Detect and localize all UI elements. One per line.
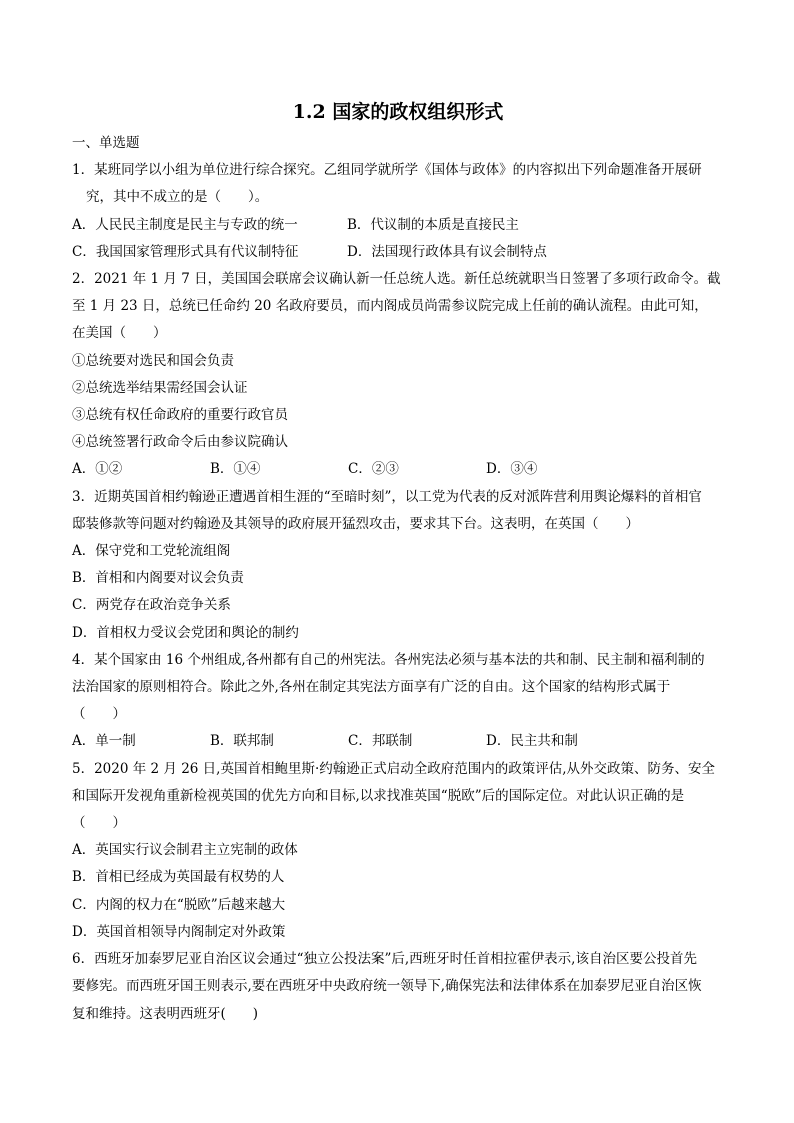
option-d[interactable]: D．首相权力受议会党团和舆论的制约 bbox=[72, 624, 299, 641]
option-b[interactable]: B．联邦制 bbox=[210, 733, 274, 750]
option-b[interactable]: B．首相已经成为英国最有权势的人 bbox=[72, 869, 285, 886]
question-stem-line: 要修宪。而西班牙国王则表示,要在西班牙中央政府统一领导下,确保宪法和法律体系在加泰罗尼亚自治区恢 bbox=[72, 978, 702, 995]
question-stem-line: 在美国（ ） bbox=[72, 325, 167, 342]
option-d[interactable]: D．法国现行政体具有议会制特点 bbox=[347, 243, 547, 260]
question-stem-line: （ ） bbox=[72, 706, 126, 723]
question-stem-line: 6．西班牙加泰罗尼亚自治区议会通过“独立公投法案”后,西班牙时任首相拉霍伊表示,该自治区要公投首先 bbox=[72, 951, 697, 968]
option-a[interactable]: A．英国实行议会制君主立宪制的政体 bbox=[72, 842, 298, 859]
question-stem-line: 2．2021 年 1 月 7 日，美国国会联席会议确认新一任总统人选。新任总统就职当日签署了多项行政命令。截 bbox=[72, 271, 721, 288]
page-title: 1.2 国家的政权组织形式 bbox=[292, 101, 504, 123]
options-row bbox=[72, 212, 724, 239]
question-stem-line: 复和维持。这表明西班牙( ) bbox=[72, 1005, 259, 1022]
option-a[interactable]: A．保守党和工党轮流组阁 bbox=[72, 543, 231, 560]
question-stem-line: （ ） bbox=[72, 815, 126, 832]
question-2 bbox=[72, 266, 724, 484]
question-stem-line: 至 1 月 23 日，总统已任命约 20 名政府要员，而内阁成员尚需参议院完成上任前的确认流程。由此可知， bbox=[72, 298, 708, 315]
option-d[interactable]: D．英国首相领导内阁制定对外政策 bbox=[72, 923, 286, 940]
option-b[interactable]: B．代议制的本质是直接民主 bbox=[347, 216, 519, 233]
question-4 bbox=[72, 647, 724, 756]
statement-1: ①总统要对选民和国会负责 bbox=[72, 352, 234, 369]
option-b[interactable]: B．①④ bbox=[210, 461, 261, 478]
option-c[interactable]: C．邦联制 bbox=[348, 733, 413, 750]
question-6 bbox=[72, 946, 724, 1028]
option-a[interactable]: A．单一制 bbox=[72, 733, 136, 750]
option-a[interactable]: A．人民民主制度是民主与专政的统一 bbox=[72, 216, 298, 233]
options-row bbox=[72, 456, 724, 483]
statement-3: ③总统有权任命政府的重要行政官员 bbox=[72, 407, 288, 424]
question-stem-line: 3．近期英国首相约翰逊正遭遇首相生涯的“至暗时刻”，以工党为代表的反对派阵营利用舆论爆料的首相官 bbox=[72, 488, 702, 505]
option-c[interactable]: C．两党存在政治竞争关系 bbox=[72, 597, 231, 614]
question-3 bbox=[72, 484, 724, 647]
question-stem-line: 究，其中不成立的是（ ）。 bbox=[86, 189, 269, 206]
options-row bbox=[72, 239, 724, 266]
question-stem-line: 邸装修款等问题对约翰逊及其领导的政府展开猛烈攻击，要求其下台。这表明，在英国（ ） bbox=[72, 515, 639, 532]
option-b[interactable]: B．首相和内阁要对议会负责 bbox=[72, 570, 244, 587]
options-row bbox=[72, 728, 724, 755]
document-page bbox=[72, 98, 724, 1028]
question-stem-line: 和国际开发视角重新检视英国的优先方向和目标,以求找准英国“脱欧”后的国际定位。对此认识正确的是 bbox=[72, 787, 685, 804]
section-heading: 一、单选题 bbox=[72, 135, 140, 151]
option-c[interactable]: C．内阁的权力在“脱欧”后越来越大 bbox=[72, 896, 286, 913]
statement-2: ②总统选举结果需经国会认证 bbox=[72, 379, 248, 396]
question-1 bbox=[72, 157, 724, 266]
statement-4: ④总统签署行政命令后由参议院确认 bbox=[72, 434, 288, 451]
option-d[interactable]: D．民主共和制 bbox=[486, 733, 578, 750]
option-a[interactable]: A．①② bbox=[72, 461, 123, 478]
question-stem-line: 1．某班同学以小组为单位进行综合探究。乙组同学就所学《国体与政体》的内容拟出下列命题准备开展研 bbox=[72, 162, 702, 179]
option-c[interactable]: C．我国国家管理形式具有代议制特征 bbox=[72, 243, 299, 260]
option-c[interactable]: C．②③ bbox=[348, 461, 399, 478]
question-stem-line: 4．某个国家由 16 个州组成,各州都有自己的州宪法。各州宪法必须与基本法的共和制、民主制和福利制的 bbox=[72, 651, 705, 668]
question-5 bbox=[72, 756, 724, 946]
option-d[interactable]: D．③④ bbox=[486, 461, 538, 478]
question-stem-line: 法治国家的原则相符合。除此之外,各州在制定其宪法方面享有广泛的自由。这个国家的结构形式属于 bbox=[72, 679, 671, 696]
question-stem-line: 5．2020 年 2 月 26 日,英国首相鲍里斯·约翰逊正式启动全政府范围内的政策评估,从外交政策、防务、安全 bbox=[72, 760, 716, 777]
